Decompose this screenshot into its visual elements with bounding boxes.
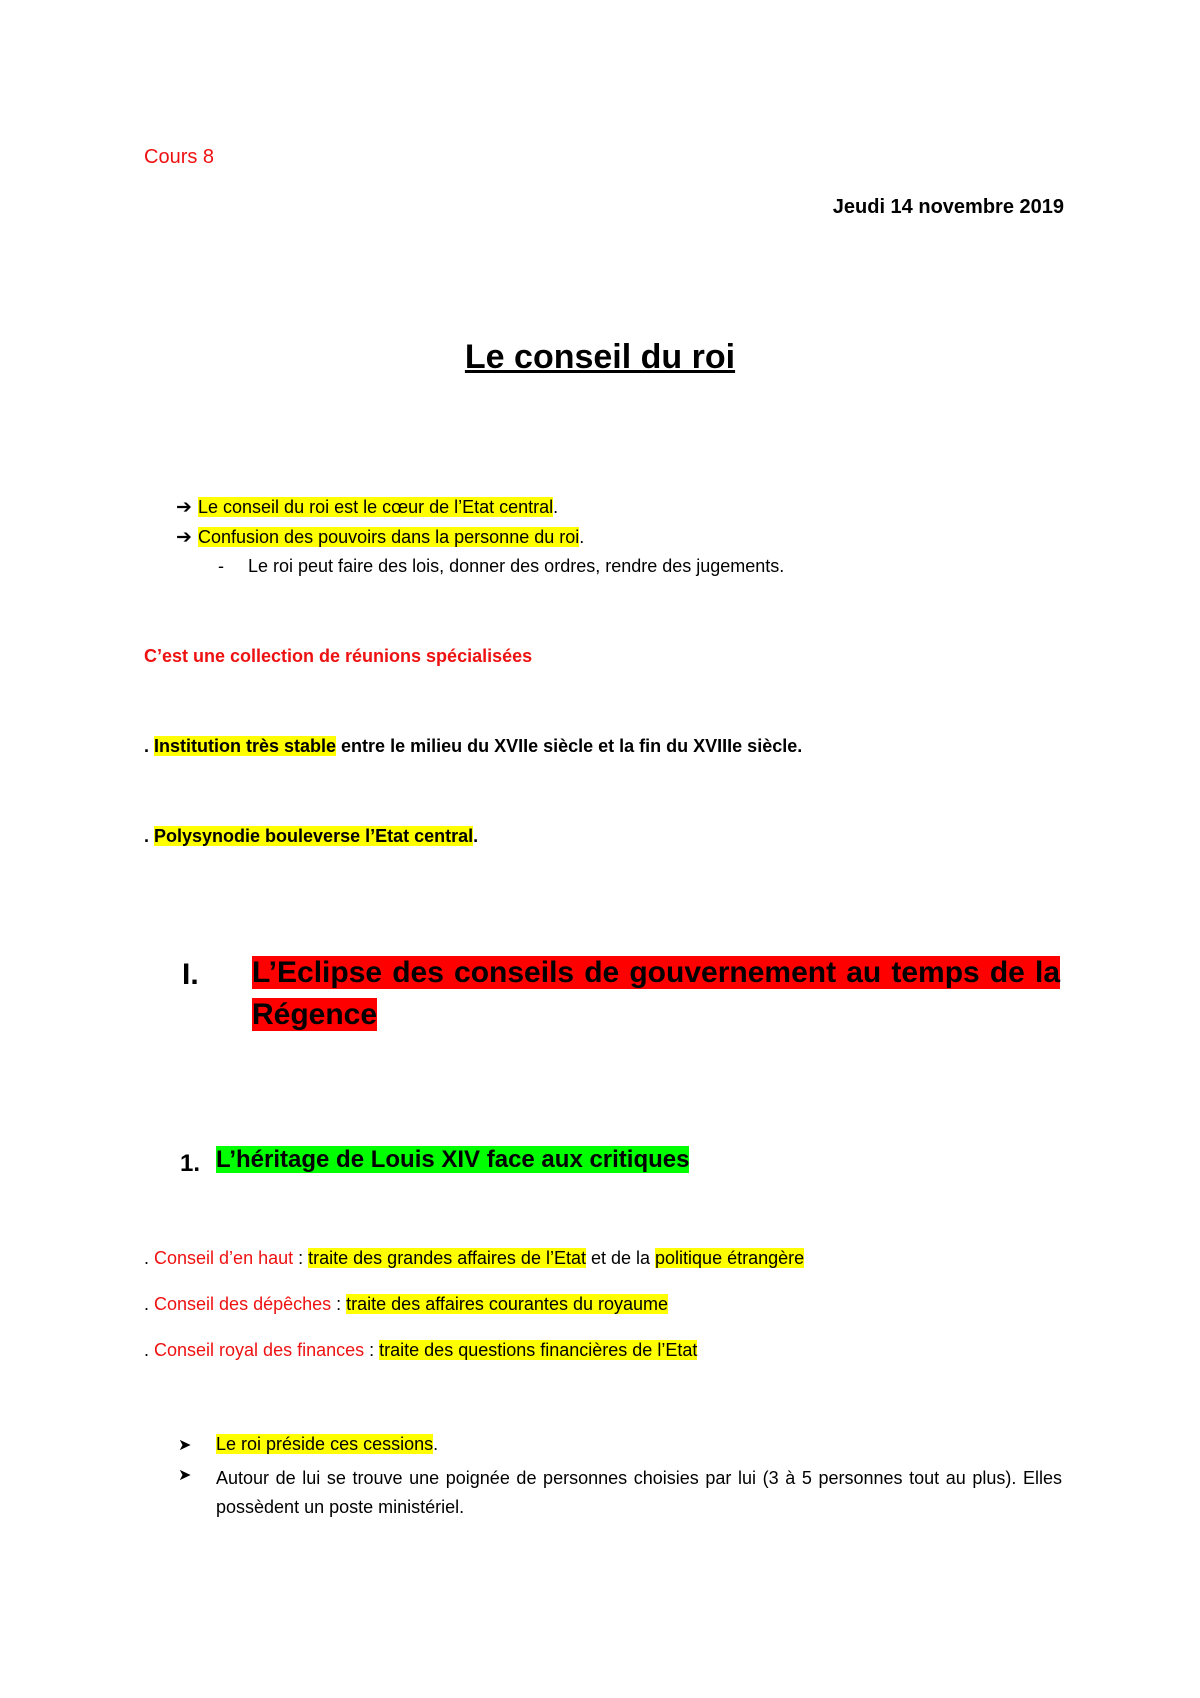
council-description: traite des questions financières de l’Etat: [379, 1340, 698, 1360]
arrow-right-icon: ➔: [176, 497, 192, 518]
page-title: Le conseil du roi: [464, 338, 736, 376]
final-bullet-1: ➤ Le roi préside ces cessions.: [178, 1434, 439, 1454]
subsection-number: 1.: [180, 1150, 201, 1177]
intro-bullet-2-text: Confusion des pouvoirs dans la personne du roi: [198, 527, 580, 547]
intro-bullet-2: ➔ Confusion des pouvoirs dans la personne du roi.: [176, 527, 585, 548]
subsection-title-text: L’héritage de Louis XIV face aux critiques: [216, 1146, 690, 1173]
arrow-right-icon: ➔: [176, 527, 192, 548]
chevron-right-icon: ➤: [178, 1467, 192, 1484]
final-bullet-2-marker: [178, 1464, 200, 1485]
section-number: I.: [182, 958, 199, 991]
paragraph-polysynodie: . Polysynodie bouleverse l’Etat central.: [144, 826, 479, 846]
paragraph-institution: . Institution très stable entre le milieu du XVIIe siècle et la fin du XVIIIe siècle.: [144, 736, 803, 756]
final-bullet-1-text: Le roi préside ces cessions: [216, 1434, 434, 1454]
paragraph-institution-highlight: Institution très stable: [154, 736, 337, 756]
intro-bullet-1-text: Le conseil du roi est le cœur de l’Etat central: [198, 497, 554, 517]
course-label: Cours 8: [144, 146, 215, 168]
council-name: Conseil royal des finances: [154, 1340, 365, 1360]
council-description: traite des grandes affaires de l’Etat: [308, 1248, 586, 1268]
section-title-text: L’Eclipse des conseils de gouvernement au temps de la Régence: [252, 956, 1060, 1031]
council-item-haut: . Conseil d’en haut : traite des grandes affaires de l’Etat et de la politique étrangère: [144, 1248, 805, 1268]
council-description: traite des affaires courantes du royaume: [346, 1294, 669, 1314]
section-title: [252, 952, 1060, 1036]
council-item-depeches: . Conseil des dépêches : traite des affaires courantes du royaume: [144, 1294, 669, 1314]
chevron-right-icon: ➤: [178, 1437, 192, 1454]
intro-dash-text: Le roi peut faire des lois, donner des ordres, rendre des jugements.: [248, 556, 785, 576]
intro-dash-item: [218, 556, 785, 577]
council-description-2: politique étrangère: [655, 1248, 805, 1268]
lecture-date: Jeudi 14 novembre 2019: [832, 196, 1064, 218]
council-name: Conseil des dépêches: [154, 1294, 332, 1314]
dash-marker: -: [218, 556, 224, 576]
final-bullet-2-text: Autour de lui se trouve une poignée de personnes choisies par lui (3 à 5 personnes tout au plus). Elles possèdent un poste ministériel.: [216, 1468, 1062, 1517]
subsection-title: [216, 1146, 689, 1174]
intro-bullet-1: ➔ Le conseil du roi est le cœur de l’Etat central.: [176, 497, 559, 518]
council-item-finances: . Conseil royal des finances : traite des questions financières de l’Etat: [144, 1340, 698, 1360]
council-name: Conseil d’en haut: [154, 1248, 294, 1268]
red-statement: C’est une collection de réunions spécialisées: [144, 646, 533, 666]
paragraph-polysynodie-highlight: Polysynodie bouleverse l’Etat central: [154, 826, 474, 846]
